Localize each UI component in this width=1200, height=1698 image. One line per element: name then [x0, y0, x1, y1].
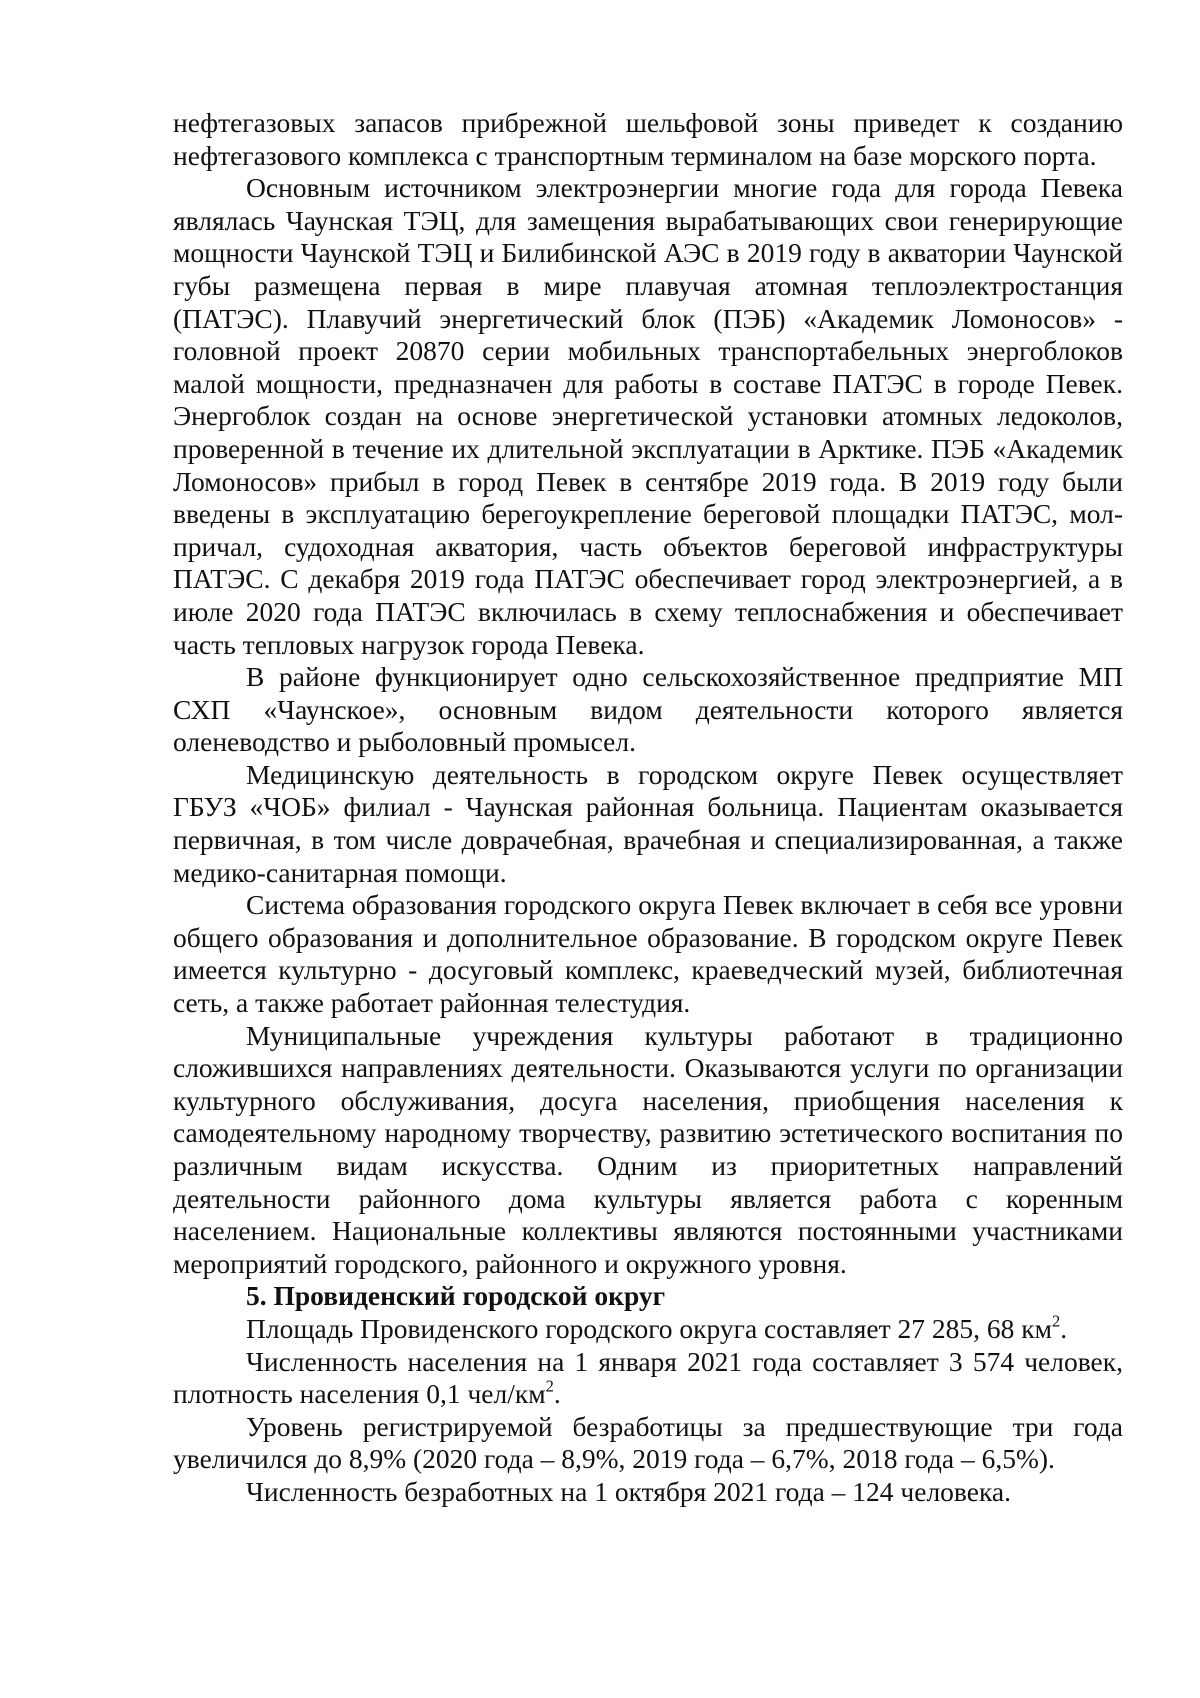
paragraph-population	[173, 1346, 1123, 1411]
document-page	[173, 107, 1123, 1509]
paragraph-oil-gas: нефтегазовых запасов прибрежной шельфовой зоны приведет к созданию нефтегазового комплекса с транспортным терминалом на базе морского порта.	[173, 107, 1123, 171]
paragraph-agriculture: В районе функционирует одно сельскохозяйственное предприятие МП СХП «Чаунское», основным видом деятельности которого является оленеводство и рыболовный промысел.	[173, 661, 1123, 758]
area-text: Площадь Провиденского городского округа составляет 27 285, 68 км	[246, 1312, 1053, 1344]
population-text: Численность населения на 1 января 2021 года составляет 3 574 человек, плотность населения 0,1 чел/км	[173, 1345, 1123, 1410]
paragraph-unemployment-rate: Уровень регистрируемой безработицы за предшествующие три года увеличился до 8,9% (2020 года – 8,9%, 2019 года – 6,7%, 2018 года – 6,5%).	[173, 1410, 1123, 1475]
area-superscript: 2	[1052, 1311, 1061, 1331]
population-superscript: 2	[545, 1376, 554, 1396]
area-tail: .	[1060, 1312, 1068, 1344]
paragraph-medicine: Медицинскую деятельность в городском округе Певек осуществляет ГБУЗ «ЧОБ» филиал - Чаунская районная больница. Пациентам оказывается первичная, в том числе доврачебная, врачебная и специализированная, а также медико-санитарная помощи.	[173, 758, 1123, 888]
paragraph-culture: Муниципальные учреждения культуры работают в традиционно сложившихся направлениях деятельности. Оказываются услуги по организации культурного обслуживания, досуга населения, приобщения населения к самодеятельному народному творчеству, развитию эстетического воспитания по различным видам искусства. Одним из приоритетных направлений деятельности районного дома культуры является работа с коренным населением. Национальные коллективы являются постоянными участниками мероприятий городского, районного и окружного уровня.	[173, 1019, 1123, 1279]
paragraph-education: Система образования городского округа Певек включает в себя все уровни общего образования и дополнительное образование. В городском округе Певек имеется культурно - досуговый комплекс, краеведческий музей, библиотечная сеть, а также работает районная телестудия.	[173, 889, 1123, 1019]
paragraph-unemployed-count: Численность безработных на 1 октября 2021 года – 124 человека.	[246, 1475, 1011, 1507]
paragraph-area	[173, 1313, 1123, 1346]
population-tail: .	[553, 1378, 561, 1410]
section-heading: 5. Провиденский городской округ	[246, 1280, 666, 1312]
paragraph-energy: Основным источником электроэнергии многие года для города Певека являлась Чаунская ТЭЦ, для замещения вырабатывающих свои генерирующие мощности Чаунской ТЭЦ и Билибинской АЭС в 2019 году в акватории Чаунской губы размещена первая в мире плавучая атомная теплоэлектростанция (ПАТЭС). Плавучий энергетический блок (ПЭБ) «Академик Ломоносов» - головной проект 20870 серии мобильных транспортабельных энергоблоков малой мощности, предназначен для работы в составе ПАТЭС в городе Певек. Энергоблок создан на основе энергетической установки атомных ледоколов, проверенной в течение их длительной эксплуатации в Арктике. ПЭБ «Академик Ломоносов» прибыл в город Певек в сентябре 2019 года. В 2019 году были введены в эксплуатацию берегоукрепление береговой площадки ПАТЭС, мол-причал, судоходная акватория, часть объектов береговой инфраструктуры ПАТЭС. С декабря 2019 года ПАТЭС обеспечивает город электроэнергией, а в июле 2020 года ПАТЭС включилась в схему теплоснабжения и обеспечивает часть тепловых нагрузок города Певека.	[173, 172, 1123, 660]
